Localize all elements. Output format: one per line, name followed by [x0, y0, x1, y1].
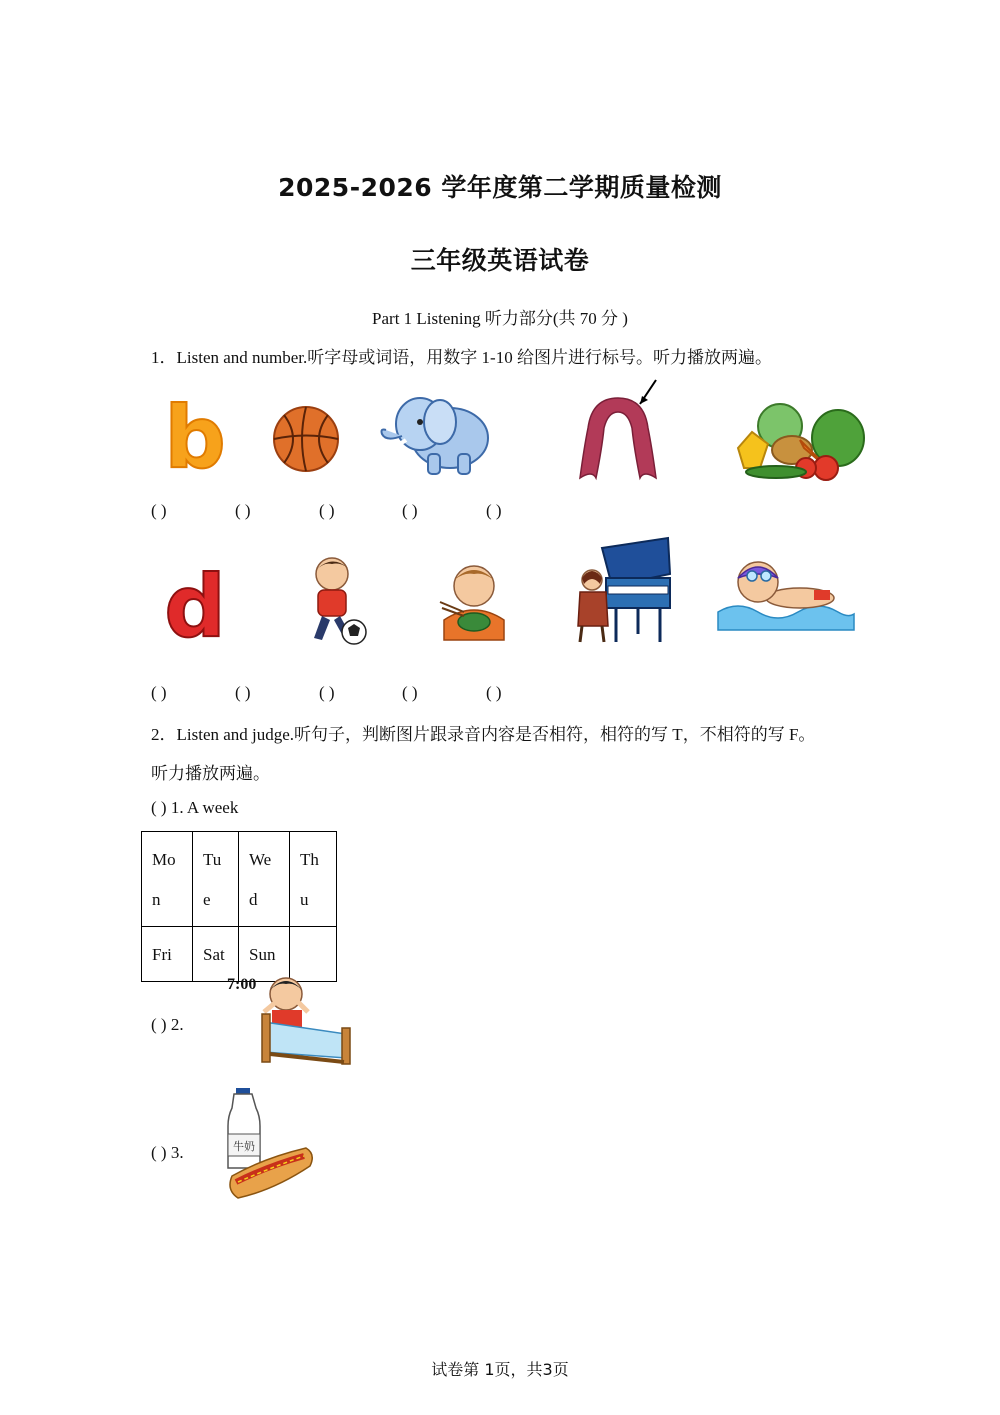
q1-blank-4[interactable]: ( ) — [402, 501, 418, 520]
letter-d-glyph: d — [164, 560, 226, 644]
q2-instruction-line1: 2．Listen and judge.听句子，判断图片跟录音内容是否相符，相符的写 T，不相符的写 F。 — [151, 725, 816, 744]
q2-item-1[interactable]: ( ) 1. A week — [151, 798, 239, 817]
q1-instruction: 1．Listen and number.听字母或词语，用数字 1-10 给图片进行标号。听力播放两遍。 — [151, 348, 772, 367]
q1-blank-3[interactable]: ( ) — [319, 501, 335, 520]
page-footer: 试卷第 1页，共3页 — [431, 1360, 569, 1379]
week-table — [141, 831, 337, 982]
week-cell-sat: Sat — [193, 927, 239, 982]
milk-label: 牛奶 — [233, 1140, 255, 1153]
clock-time-label: 7:00 — [227, 976, 257, 993]
q1-blank-5[interactable]: ( ) — [486, 501, 502, 520]
girl-playing-piano-icon — [572, 534, 674, 646]
basketball-icon — [272, 404, 342, 476]
q1-blank-9[interactable]: ( ) — [402, 683, 418, 702]
letter-b-glyph: b — [164, 395, 226, 475]
q1-blank-1[interactable]: ( ) — [151, 501, 167, 520]
vegetables-icon — [734, 398, 866, 484]
part-heading: Part 1 Listening 听力部分(共 70 分 ) — [372, 309, 628, 328]
week-cell-sun: Sun — [239, 927, 290, 982]
exam-subtitle: 三年级英语试卷 — [410, 246, 590, 275]
exam-title: 2025-2026 学年度第二学期质量检测 — [278, 173, 722, 202]
q1-blank-10[interactable]: ( ) — [486, 683, 502, 702]
week-cell-mon: Mo n — [142, 832, 193, 927]
q1-blank-6[interactable]: ( ) — [151, 683, 167, 702]
letter-b-icon — [160, 395, 230, 475]
hair-icon — [572, 378, 664, 482]
boy-waking-up-icon — [260, 972, 354, 1068]
boy-swimming-icon — [714, 556, 856, 634]
q2-instruction-line2: 听力播放两遍。 — [151, 764, 270, 783]
q1-blank-8[interactable]: ( ) — [319, 683, 335, 702]
week-cell-thu: Th u — [290, 832, 337, 927]
elephant-icon — [376, 392, 494, 478]
week-cell-tue: Tu e — [193, 832, 239, 927]
week-table-row — [142, 832, 337, 927]
q2-item-2[interactable]: ( ) 2. — [151, 1015, 184, 1034]
boy-eating-noodles-icon — [434, 560, 514, 642]
letter-d-icon — [160, 560, 230, 644]
milk-and-hotdog-icon — [224, 1086, 316, 1202]
boy-playing-football-icon — [296, 554, 372, 648]
q1-blank-7[interactable]: ( ) — [235, 683, 251, 702]
q1-blank-2[interactable]: ( ) — [235, 501, 251, 520]
week-cell-wed: We d — [239, 832, 290, 927]
q2-item-3[interactable]: ( ) 3. — [151, 1143, 184, 1162]
week-cell-fri: Fri — [142, 927, 193, 982]
